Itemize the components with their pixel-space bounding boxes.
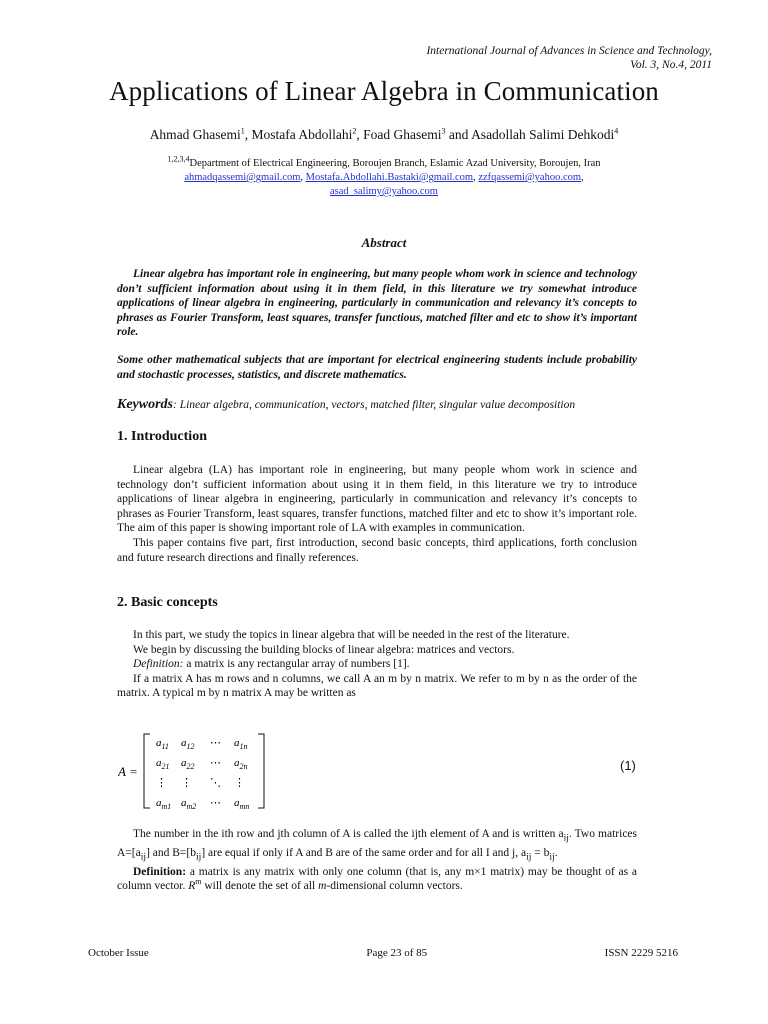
author-name: Foad Ghasemi: [363, 127, 442, 142]
matrix-cell: ⋮: [181, 777, 192, 789]
matrix-cell: $a_{1n}$: [234, 737, 248, 751]
affiliation: $^{1,2,3,4}$Department of Electrical Engineering, Boroujen Branch, Eslamic Azad University, Boroujen, Iran ahmadqassemi@gmail.com, Mostafa.Abdollahi.Bastaki@gmail.com, zzfqassemi@yahoo.com, asad_salimy@yahoo.com: [167, 154, 601, 197]
after-matrix-section: [117, 827, 637, 894]
subscript: ij: [549, 851, 555, 863]
email-link[interactable]: asad_salimy@yahoo.com: [330, 186, 438, 197]
intro-section: [117, 463, 637, 565]
subscript: ij: [563, 832, 569, 844]
right-bracket: [258, 734, 264, 808]
author-name: Asadollah Salimi Dehkodi: [471, 127, 615, 142]
keywords-text: : Linear algebra, communication, vectors, matched filter, singular value decomposition: [173, 399, 576, 411]
subscript: ij: [526, 851, 532, 863]
body-paragraph: Linear algebra (LA) has important role in engineering, but many people whom work in science and technology don’t sufficient information about using it in them field, in this literature we try to introduce applications of linear algebra in engineering, particularly in communication and relevancy it’s concepts to phrases as Fourier Transform, least squares, transfer functions, matched filter and etc to show it’s important role. The aim of this paper is showing important role of LA with examples in communication.: [117, 464, 637, 535]
equation-number: (1): [620, 758, 636, 773]
email-link[interactable]: Mostafa.Abdollahi.Bastaki@gmail.com: [305, 172, 474, 183]
author-sup: 2: [352, 126, 357, 136]
definition-paragraph: [117, 657, 637, 672]
superscript: m: [195, 877, 202, 887]
section-heading: 2. Basic concepts: [117, 595, 218, 610]
author-name: Ahmad Ghasemi: [149, 127, 241, 142]
left-bracket: [144, 734, 150, 808]
body-paragraph: We begin by discussing the building blocks of linear algebra: matrices and vectors.: [133, 643, 515, 656]
keywords: [117, 398, 637, 413]
text-run: -dimensional column vectors.: [326, 880, 463, 893]
matrix-cell: ⋯: [210, 797, 221, 809]
text-run: will denote the set of all: [201, 880, 319, 893]
text-run: = b: [531, 846, 550, 859]
email-link[interactable]: ahmadqassemi@gmail.com: [184, 172, 301, 183]
body-paragraph: This paper contains five part, first introduction, second basic concepts, third applications, forth conclusion and future research directions and finally references.: [117, 536, 637, 564]
matrix-cell: $a_{m1}$: [156, 797, 172, 811]
matrix-cell: $a_{22}$: [181, 757, 195, 771]
body-paragraph: [117, 827, 637, 865]
affiliation-text: Department of Electrical Engineering, Boroujen Branch, Eslamic Azad University, Boroujen, Iran: [189, 158, 601, 169]
body-paragraph: If a matrix A has m rows and n columns, we call A an m by n matrix. We refer to m by n as the order of the matrix. A typical m by n matrix A may be written as: [117, 672, 637, 700]
text-run: ] are equal if only if A and B are of the same order and for all I and j, a: [201, 846, 527, 859]
matrix-cell: ⋱: [210, 777, 221, 789]
footer-issue: October Issue: [88, 947, 149, 959]
paper-title: Applications of Linear Algebra in Communication: [109, 76, 659, 106]
affiliation-sup: 1,2,3,4: [167, 154, 190, 164]
author-sup: 3: [441, 126, 446, 136]
keywords-label: Keywords: [117, 397, 173, 412]
text-run: The number in the ith row and jth column of A is called the ijth element of A and is written a: [133, 828, 564, 840]
matrix-cell: $a_{2n}$: [234, 757, 248, 771]
journal-header: [426, 44, 712, 72]
author-and: and: [448, 127, 469, 142]
journal-volume: Vol. 3, No.4, 2011: [630, 59, 712, 71]
body-paragraph: In this part, we study the topics in linear algebra that will be needed in the rest of the literature.: [133, 629, 570, 641]
matrix-cell: $a_{m2}$: [181, 797, 197, 811]
page-footer: [88, 947, 678, 959]
author-name: Mostafa Abdollahi: [251, 127, 353, 142]
definition-text: a matrix is any rectangular array of numbers [1].: [183, 658, 410, 671]
matrix-cell: $a_{21}$: [156, 757, 170, 771]
matrix-cell: $a_{12}$: [181, 737, 195, 751]
abstract-paragraph: Some other mathematical subjects that are important for electrical engineering students include probability and stochastic processes, statistics, and discrete mathematics.: [117, 354, 637, 381]
matrix-equation: [118, 730, 318, 812]
basic-section: [117, 628, 637, 701]
subscript: ij: [140, 851, 147, 863]
matrix-cell: ⋮: [156, 777, 167, 789]
matrix-lhs: A =: [118, 764, 138, 779]
matrix-cell: ⋯: [210, 737, 221, 749]
section-heading: 1. Introduction: [117, 429, 207, 444]
email-link[interactable]: zzfqassemi@yahoo.com: [478, 172, 582, 183]
text-run: .: [554, 846, 558, 859]
abstract-heading: Abstract: [361, 235, 407, 250]
definition-label: Definition:: [133, 865, 187, 878]
author-sup: 4: [614, 126, 619, 136]
text-run: ] and B=[b: [146, 846, 196, 859]
author-list: Ahmad Ghasemi$^1$, Mostafa Abdollahi$^2$, Foad Ghasemi$^3$ and Asadollah Salimi Dehkodi$^4$: [149, 126, 619, 142]
text-run: m: [318, 880, 327, 893]
journal-name: International Journal of Advances in Science and Technology,: [426, 45, 712, 57]
text-run: . Two matrices A=[a: [117, 828, 637, 859]
footer-page: Page 23 of 85: [366, 947, 428, 959]
definition-paragraph: [117, 865, 637, 894]
matrix-cell: $a_{11}$: [156, 737, 169, 751]
subscript: ij: [195, 851, 202, 863]
text-run: a matrix is any matrix with only one column (that is, any m×1 matrix) may be thought of as a column vector.: [117, 865, 637, 893]
author-sup: 1: [240, 126, 245, 136]
definition-label: Definition:: [133, 658, 184, 671]
text-run: R: [188, 880, 196, 893]
matrix-cell: ⋮: [234, 777, 245, 789]
footer-issn: ISSN 2229 5216: [604, 947, 678, 959]
abstract-paragraph: Linear algebra has important role in engineering, but many people whom work in science and technology don’t sufficient information about using it in them field, in this literature we try somewhat introduce applications of linear algebra in engineering, particularly in communication and relevancy it’s concepts to phrases as Fourier Transform, least squares, transfer functious, matched filter and etc to show it’s important role.: [117, 268, 637, 339]
matrix-cell: $a_{mn}$: [234, 797, 250, 811]
matrix-cell: ⋯: [210, 757, 221, 769]
